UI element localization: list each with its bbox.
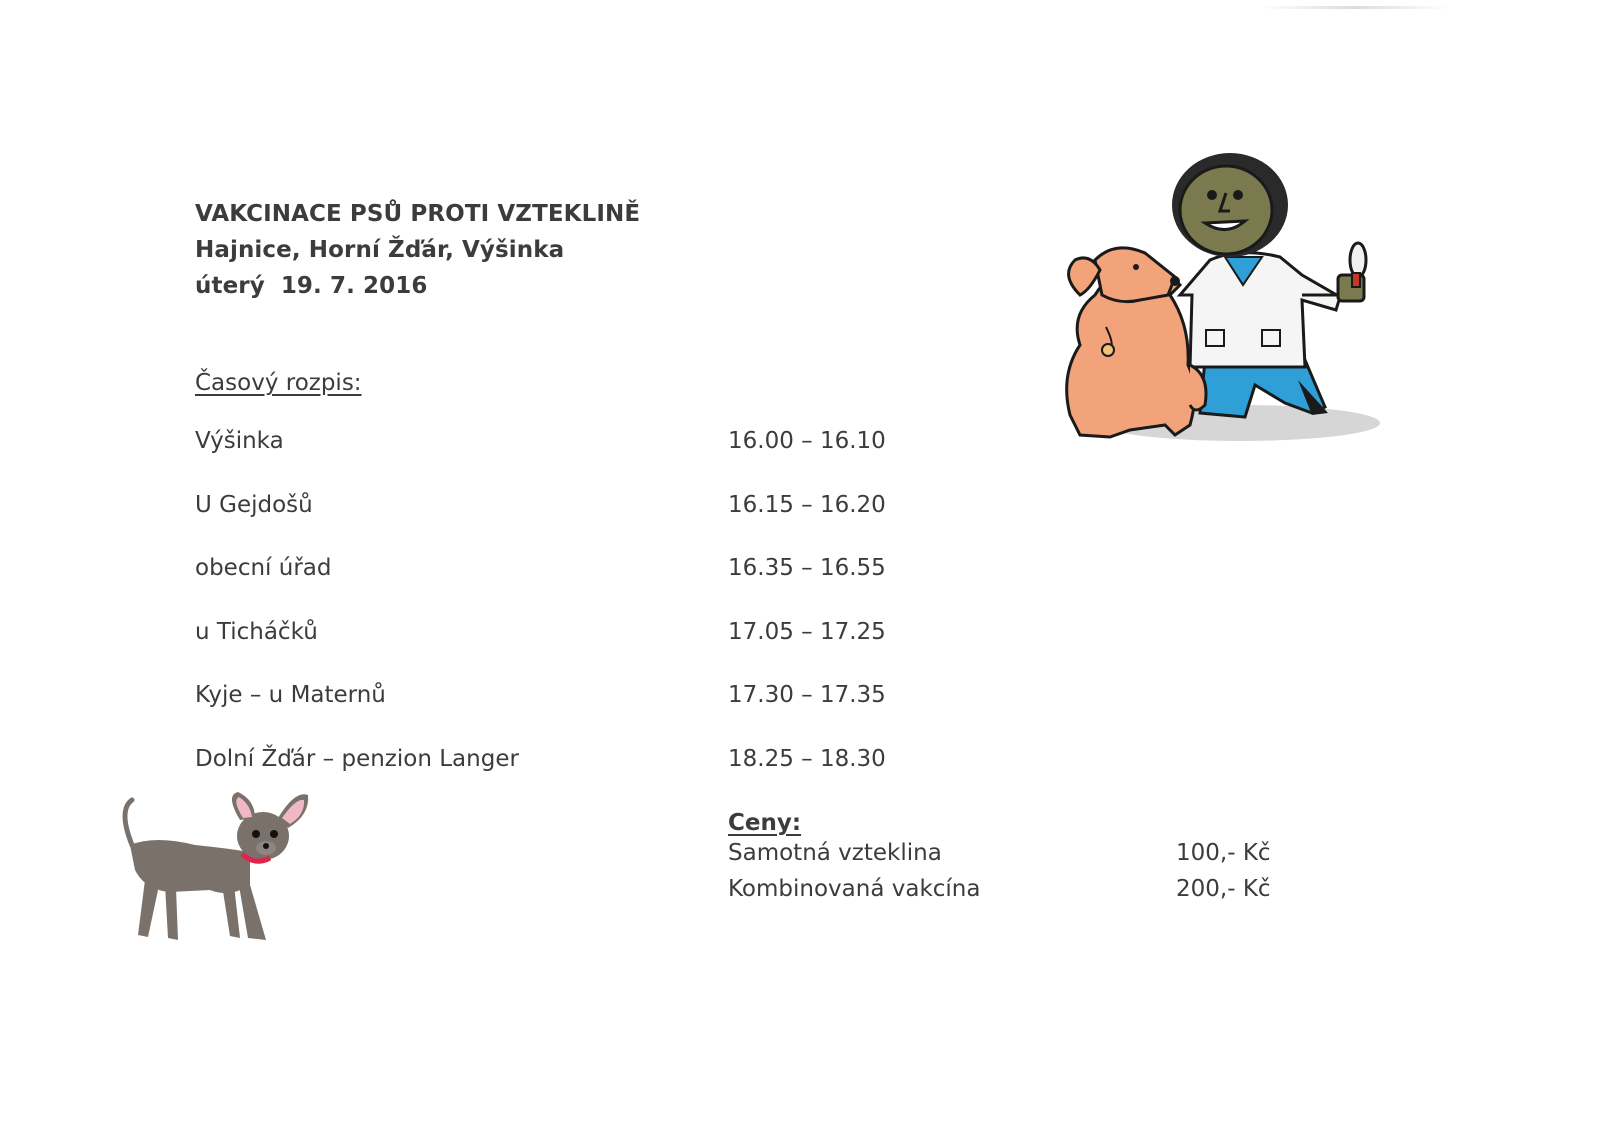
price-value: 200,- Kč: [1176, 876, 1271, 902]
chihuahua-dog-illustration: [110, 790, 330, 960]
price-value: 100,- Kč: [1176, 840, 1271, 866]
schedule-place: U Gejdošů: [195, 491, 313, 518]
price-row: [728, 876, 1288, 912]
weekday: úterý: [195, 273, 265, 299]
locations-line: Hajnice, Horní Žďár, Výšinka: [195, 237, 565, 263]
schedule-heading: Časový rozpis:: [195, 370, 362, 396]
schedule-row: [195, 492, 915, 556]
vet-coat: [1180, 253, 1340, 367]
scan-artifact: [1260, 6, 1450, 9]
price-section: [728, 810, 1288, 912]
schedule-row: [195, 682, 915, 746]
dog-head: [1095, 248, 1175, 302]
dog-nose: [1170, 276, 1180, 286]
schedule-row: [195, 428, 915, 492]
schedule-time: 17.05 – 17.25: [728, 618, 886, 645]
schedule-row: [195, 555, 915, 619]
schedule-place: Dolní Žďár – penzion Langer: [195, 745, 519, 772]
brush-icon: [1350, 243, 1366, 277]
schedule-place: Výšinka: [195, 428, 284, 454]
schedule-time: 16.15 – 16.20: [728, 491, 886, 518]
price-name: Samotná vzteklina: [728, 840, 942, 866]
schedule-place: Kyje – u Maternů: [195, 682, 386, 708]
schedule-place: obecní úřad: [195, 555, 332, 581]
schedule-time: 17.30 – 17.35: [728, 682, 886, 708]
dog-tag: [1102, 344, 1114, 356]
schedule-row: [195, 619, 915, 683]
prices-heading: Ceny:: [728, 810, 802, 836]
price-row: [728, 840, 1288, 876]
veterinarian-dog-illustration: [1040, 145, 1400, 465]
date-line: [195, 268, 640, 304]
chihuahua-tail: [125, 800, 132, 845]
schedule-time: 18.25 – 18.30: [728, 745, 886, 772]
schedule-place: u Ticháčků: [195, 618, 318, 645]
chihuahua-nose: [263, 843, 269, 849]
schedule-list: [195, 428, 915, 809]
schedule-time: 16.00 – 16.10: [728, 428, 886, 454]
dog-ear: [1069, 258, 1100, 295]
document-title: VAKCINACE PSŮ PROTI VZTEKLINĚ: [195, 201, 641, 227]
price-name: Kombinovaná vakcína: [728, 876, 981, 902]
schedule-time: 16.35 – 16.55: [728, 555, 886, 581]
document-header: [195, 196, 640, 304]
event-date: 19. 7. 2016: [280, 273, 428, 299]
